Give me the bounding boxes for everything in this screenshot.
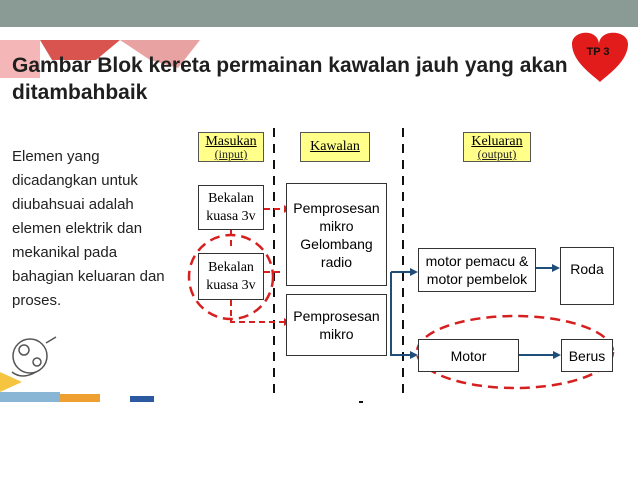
box-text: kuasa 3v — [206, 208, 256, 224]
box-text: Gelombang — [300, 235, 373, 252]
box-text: mikro — [319, 217, 354, 234]
description-line: bahagian keluaran dan — [12, 268, 165, 285]
box-berus — [561, 339, 613, 372]
box-bekalan-kuasa-2 — [198, 253, 264, 300]
box-text: motor pemacu & — [425, 253, 529, 269]
title-line-2: ditambahbaik — [12, 81, 148, 104]
header-kawalan — [300, 132, 370, 162]
arrow-head-4 — [410, 351, 418, 359]
description-line: proses. — [12, 292, 62, 309]
box-motor — [418, 339, 519, 372]
header-masukan-label: Masukan — [205, 134, 257, 149]
description-line: Elemen yang — [12, 148, 100, 165]
box-roda — [560, 247, 614, 305]
header-kawalan-label: Kawalan — [310, 139, 360, 154]
header-keluaran-sub: (output) — [477, 147, 517, 161]
description-line: diubahsuai adalah — [12, 196, 134, 213]
title-line-1: Gambar Blok kereta permainan kawalan jauh yang akan — [12, 54, 568, 77]
description-line: mekanikal pada — [12, 244, 118, 261]
header-keluaran — [463, 132, 531, 162]
decor-bar-orange — [60, 394, 100, 402]
arrow-head-3 — [410, 268, 418, 276]
box-pemprosesan-mikro — [286, 294, 387, 356]
box-pemprosesan-mikro-radio — [286, 183, 387, 286]
brain-doodle-icon — [12, 337, 56, 376]
box-text: Motor — [450, 347, 487, 364]
tp-badge-label: TP 3 — [586, 46, 610, 58]
decor-bar-blue — [0, 392, 60, 402]
box-text: Bekalan — [208, 259, 254, 275]
box-text: motor pembelok — [426, 271, 528, 287]
box-text: mikro — [319, 326, 354, 342]
description-line: elemen elektrik dan — [12, 220, 143, 237]
page-title — [12, 52, 572, 106]
description-line: dicadangkan untuk — [12, 172, 138, 189]
box-text: Pemprosesan — [293, 199, 380, 216]
box-motor-pemacu-pembelok — [418, 248, 536, 292]
box-bekalan-kuasa-1 — [198, 185, 264, 230]
header-masukan-sub: (input) — [214, 147, 248, 161]
header-masukan — [198, 132, 264, 162]
box-text: Berus — [568, 347, 606, 364]
box-text: Bekalan — [208, 190, 254, 206]
decor-bar-navy — [130, 396, 154, 402]
top-bar — [0, 0, 638, 27]
box-text: Pemprosesan — [293, 308, 380, 324]
description-text — [12, 145, 182, 313]
header-keluaran-label: Keluaran — [471, 134, 523, 149]
box-text: Roda — [570, 261, 604, 277]
arrow-head-5 — [552, 264, 560, 272]
box-text: radio — [320, 253, 353, 270]
box-text: kuasa 3v — [206, 277, 256, 293]
arrow-head-6 — [553, 351, 561, 359]
